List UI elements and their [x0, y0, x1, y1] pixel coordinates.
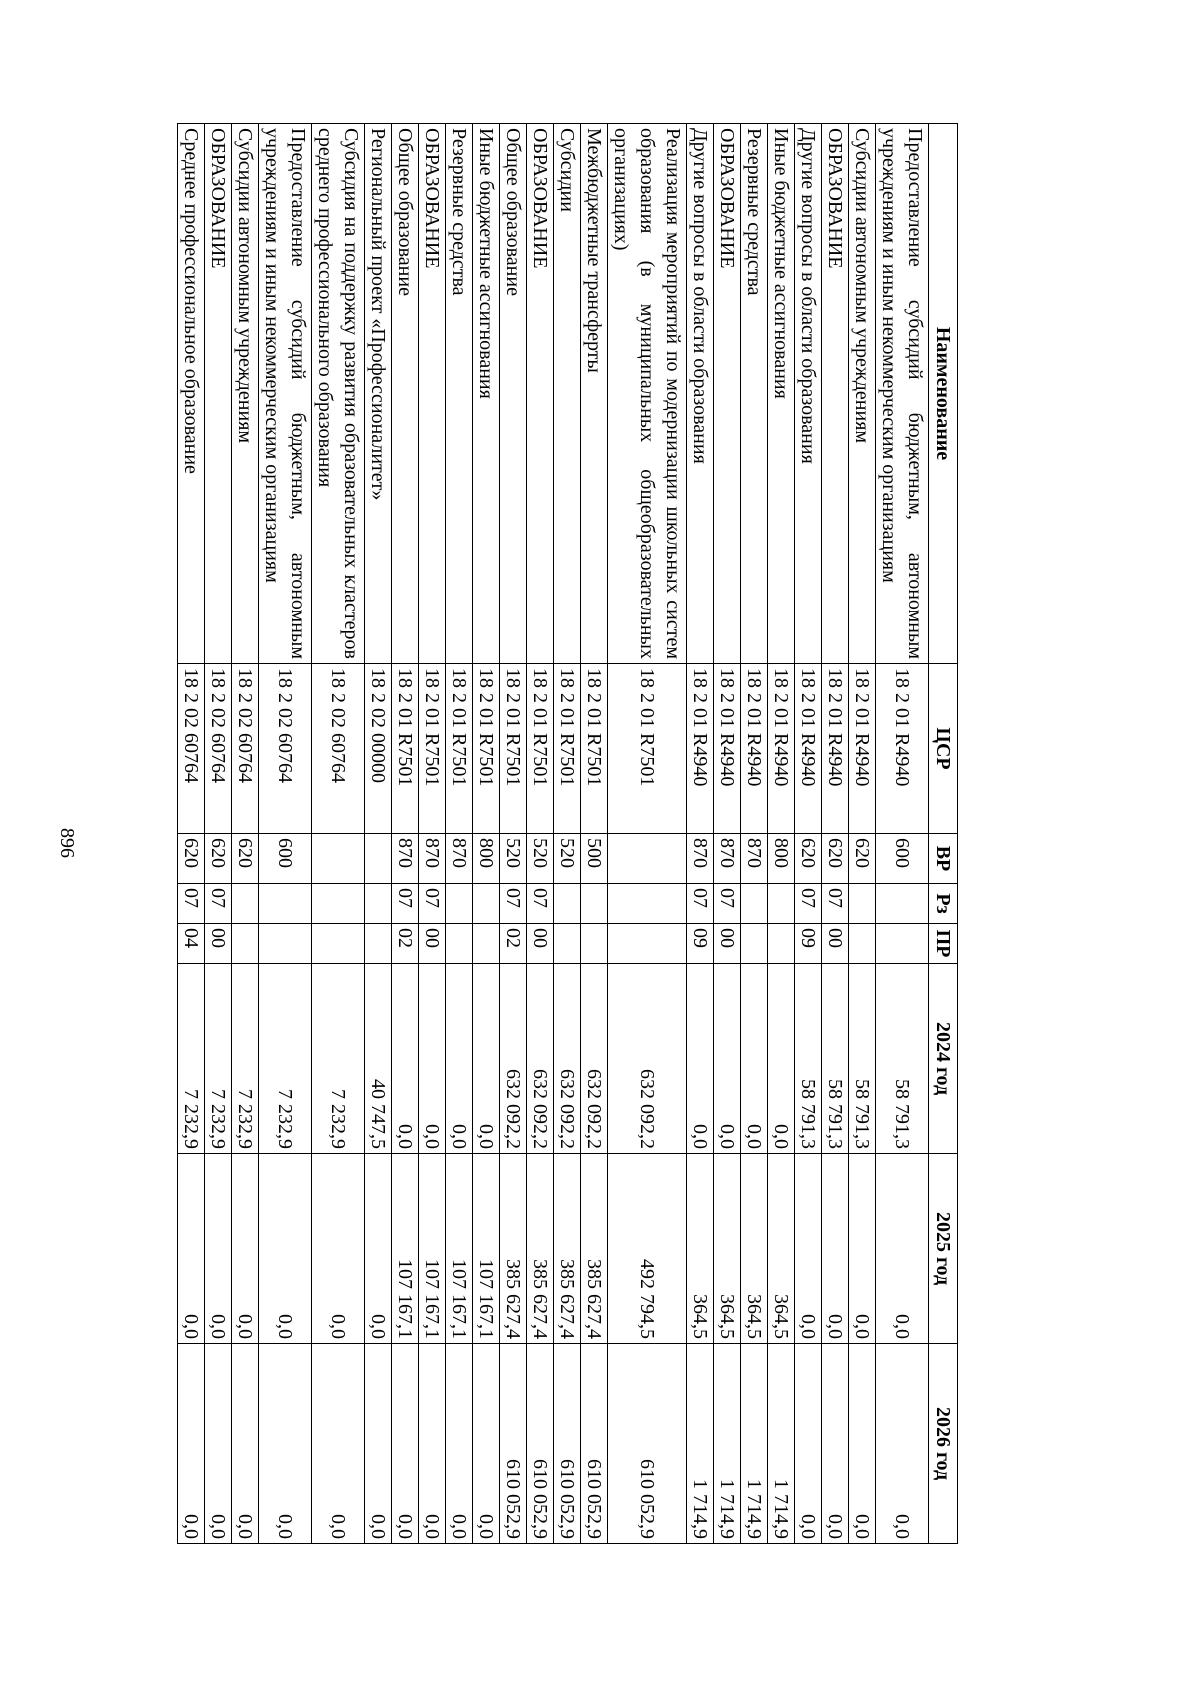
cell-name: Региональный проект «Профессионалитет» [365, 124, 392, 664]
cell-rz [365, 884, 392, 924]
cell-csr: 18 2 01 R7501 [500, 664, 527, 834]
cell-vr: 620 [205, 834, 232, 884]
cell-csr: 18 2 02 60764 [232, 664, 259, 834]
cell-rz: 07 [205, 884, 232, 924]
cell-y2024: 632 092,2 [608, 964, 687, 1154]
rotated-table-container [128, 123, 958, 1543]
cell-rz: 07 [419, 884, 446, 924]
cell-csr: 18 2 01 R4940 [687, 664, 714, 834]
table-row [687, 124, 714, 1544]
cell-pr [365, 924, 392, 964]
cell-rz [473, 884, 500, 924]
cell-y2025: 0,0 [205, 1154, 232, 1344]
cell-rz [581, 884, 608, 924]
cell-rz [446, 884, 473, 924]
table-row [822, 124, 849, 1544]
cell-vr [608, 834, 687, 884]
cell-y2024: 0,0 [714, 964, 741, 1154]
cell-y2025: 0,0 [795, 1154, 822, 1344]
cell-name: ОБРАЗОВАНИЕ [822, 124, 849, 664]
cell-name: ОБРАЗОВАНИЕ [527, 124, 554, 664]
cell-y2026: 1 714,9 [741, 1344, 768, 1544]
cell-vr: 620 [822, 834, 849, 884]
cell-rz: 07 [527, 884, 554, 924]
cell-y2024: 7 232,9 [232, 964, 259, 1154]
table-row [500, 124, 527, 1544]
cell-y2024: 0,0 [687, 964, 714, 1154]
cell-csr: 18 2 01 R4940 [714, 664, 741, 834]
cell-y2025: 0,0 [312, 1154, 365, 1344]
table-row [312, 124, 365, 1544]
cell-y2024: 58 791,3 [795, 964, 822, 1154]
cell-rz: 07 [500, 884, 527, 924]
cell-name: Предоставление субсидий бюджетным, автономным учреждениям и иным некоммерческим организациям [876, 124, 929, 664]
cell-rz: 07 [714, 884, 741, 924]
cell-rz [849, 884, 876, 924]
cell-y2026: 0,0 [205, 1344, 232, 1544]
cell-y2026: 0,0 [849, 1344, 876, 1544]
cell-name: Общее образование [392, 124, 419, 664]
cell-rz [312, 884, 365, 924]
cell-name: Иные бюджетные ассигнования [768, 124, 795, 664]
cell-y2025: 0,0 [178, 1154, 205, 1344]
cell-y2025: 385 627,4 [581, 1154, 608, 1344]
cell-name: Общее образование [500, 124, 527, 664]
cell-y2026: 610 052,9 [554, 1344, 581, 1544]
cell-rz: 07 [822, 884, 849, 924]
table-row [365, 124, 392, 1544]
cell-pr [473, 924, 500, 964]
cell-vr: 800 [768, 834, 795, 884]
cell-y2025: 364,5 [714, 1154, 741, 1344]
cell-y2026: 0,0 [232, 1344, 259, 1544]
cell-name: Субсидии автономным учреждениям [232, 124, 259, 664]
cell-name: Резервные средства [446, 124, 473, 664]
cell-name: Иные бюджетные ассигнования [473, 124, 500, 664]
cell-vr: 520 [500, 834, 527, 884]
cell-name: ОБРАЗОВАНИЕ [419, 124, 446, 664]
table-row [741, 124, 768, 1544]
cell-name: Предоставление субсидий бюджетным, автономным учреждениям и иным некоммерческим организациям [259, 124, 312, 664]
cell-pr: 00 [822, 924, 849, 964]
cell-y2025: 385 627,4 [527, 1154, 554, 1344]
table-row [849, 124, 876, 1544]
cell-y2024: 632 092,2 [527, 964, 554, 1154]
cell-pr: 00 [419, 924, 446, 964]
cell-y2025: 107 167,1 [419, 1154, 446, 1344]
table-row [876, 124, 929, 1544]
cell-y2024: 0,0 [741, 964, 768, 1154]
cell-rz: 07 [795, 884, 822, 924]
cell-csr: 18 2 01 R7501 [446, 664, 473, 834]
page-number: 896 [56, 828, 78, 858]
cell-csr: 18 2 01 R4940 [795, 664, 822, 834]
cell-pr: 00 [205, 924, 232, 964]
cell-csr: 18 2 02 00000 [365, 664, 392, 834]
cell-y2026: 0,0 [365, 1344, 392, 1544]
cell-pr: 02 [500, 924, 527, 964]
cell-pr [259, 924, 312, 964]
cell-y2026: 0,0 [822, 1344, 849, 1544]
cell-y2024: 0,0 [768, 964, 795, 1154]
cell-vr: 500 [581, 834, 608, 884]
cell-csr: 18 2 01 R7501 [554, 664, 581, 834]
cell-y2026: 0,0 [473, 1344, 500, 1544]
cell-y2026: 0,0 [312, 1344, 365, 1544]
cell-y2025: 0,0 [259, 1154, 312, 1344]
cell-y2025: 107 167,1 [392, 1154, 419, 1344]
header-pr: ПР [929, 924, 958, 964]
cell-y2024: 632 092,2 [581, 964, 608, 1154]
cell-vr: 600 [876, 834, 929, 884]
cell-y2026: 0,0 [178, 1344, 205, 1544]
budget-table [177, 123, 958, 1544]
cell-y2024: 0,0 [419, 964, 446, 1154]
cell-pr [581, 924, 608, 964]
cell-y2024: 58 791,3 [849, 964, 876, 1154]
cell-pr: 02 [392, 924, 419, 964]
cell-y2024: 0,0 [446, 964, 473, 1154]
cell-vr: 620 [849, 834, 876, 884]
cell-y2024: 58 791,3 [822, 964, 849, 1154]
cell-y2025: 107 167,1 [473, 1154, 500, 1344]
cell-pr [849, 924, 876, 964]
cell-rz: 07 [687, 884, 714, 924]
cell-y2024: 632 092,2 [500, 964, 527, 1154]
header-vr: ВР [929, 834, 958, 884]
cell-y2025: 0,0 [849, 1154, 876, 1344]
header-csr: ЦСР [929, 664, 958, 834]
table-row [554, 124, 581, 1544]
cell-y2025: 364,5 [687, 1154, 714, 1344]
table-row [714, 124, 741, 1544]
cell-vr [312, 834, 365, 884]
cell-y2024: 0,0 [473, 964, 500, 1154]
cell-csr: 18 2 01 R7501 [527, 664, 554, 834]
cell-name: Другие вопросы в области образования [795, 124, 822, 664]
cell-y2026: 0,0 [392, 1344, 419, 1544]
cell-y2026: 610 052,9 [500, 1344, 527, 1544]
cell-vr: 520 [554, 834, 581, 884]
cell-pr: 00 [527, 924, 554, 964]
cell-vr: 870 [446, 834, 473, 884]
table-row [392, 124, 419, 1544]
cell-y2025: 364,5 [768, 1154, 795, 1344]
cell-csr: 18 2 01 R7501 [473, 664, 500, 834]
cell-y2024: 58 791,3 [876, 964, 929, 1154]
cell-rz [232, 884, 259, 924]
cell-y2026: 1 714,9 [687, 1344, 714, 1544]
cell-csr: 18 2 01 R4940 [849, 664, 876, 834]
header-name: Наименование [929, 124, 958, 664]
table-row [795, 124, 822, 1544]
cell-y2025: 0,0 [876, 1154, 929, 1344]
cell-pr: 09 [687, 924, 714, 964]
table-row [446, 124, 473, 1544]
cell-pr [741, 924, 768, 964]
cell-y2026: 610 052,9 [581, 1344, 608, 1544]
cell-vr [365, 834, 392, 884]
cell-vr: 870 [392, 834, 419, 884]
cell-y2026: 610 052,9 [527, 1344, 554, 1544]
cell-y2025: 107 167,1 [446, 1154, 473, 1344]
cell-csr: 18 2 02 60764 [259, 664, 312, 834]
cell-vr: 870 [741, 834, 768, 884]
cell-csr: 18 2 01 R7501 [581, 664, 608, 834]
cell-vr: 870 [419, 834, 446, 884]
cell-name: Субсидии автономным учреждениям [849, 124, 876, 664]
table-row [473, 124, 500, 1544]
cell-vr: 600 [259, 834, 312, 884]
cell-y2026: 0,0 [259, 1344, 312, 1544]
cell-y2024: 40 747,5 [365, 964, 392, 1154]
cell-pr [876, 924, 929, 964]
header-2026: 2026 год [929, 1344, 958, 1544]
cell-rz: 07 [178, 884, 205, 924]
cell-y2025: 492 794,5 [608, 1154, 687, 1344]
cell-pr [608, 924, 687, 964]
cell-y2025: 0,0 [232, 1154, 259, 1344]
cell-y2026: 0,0 [795, 1344, 822, 1544]
cell-pr: 09 [795, 924, 822, 964]
cell-y2026: 0,0 [876, 1344, 929, 1544]
cell-name: ОБРАЗОВАНИЕ [205, 124, 232, 664]
table-row [608, 124, 687, 1544]
cell-csr: 18 2 01 R7501 [608, 664, 687, 834]
cell-name: Среднее профессиональное образование [178, 124, 205, 664]
cell-y2026: 0,0 [419, 1344, 446, 1544]
cell-y2026: 1 714,9 [768, 1344, 795, 1544]
cell-name: Субсидия на поддержку развития образовательных кластеров среднего профессионального образования [312, 124, 365, 664]
cell-vr: 870 [687, 834, 714, 884]
table-row [581, 124, 608, 1544]
cell-name: Другие вопросы в области образования [687, 124, 714, 664]
cell-y2026: 610 052,9 [608, 1344, 687, 1544]
cell-csr: 18 2 01 R4940 [768, 664, 795, 834]
cell-y2026: 0,0 [446, 1344, 473, 1544]
cell-csr: 18 2 01 R4940 [822, 664, 849, 834]
cell-csr: 18 2 01 R4940 [876, 664, 929, 834]
cell-rz [608, 884, 687, 924]
cell-rz [876, 884, 929, 924]
cell-pr: 04 [178, 924, 205, 964]
cell-pr [768, 924, 795, 964]
cell-vr: 620 [795, 834, 822, 884]
header-2025: 2025 год [929, 1154, 958, 1344]
cell-csr: 18 2 01 R7501 [419, 664, 446, 834]
cell-vr: 520 [527, 834, 554, 884]
table-row [527, 124, 554, 1544]
cell-rz [768, 884, 795, 924]
cell-csr: 18 2 02 60764 [178, 664, 205, 834]
cell-pr [446, 924, 473, 964]
cell-vr: 620 [232, 834, 259, 884]
table-body [178, 124, 929, 1544]
cell-rz [741, 884, 768, 924]
cell-csr: 18 2 02 60764 [312, 664, 365, 834]
cell-y2025: 0,0 [822, 1154, 849, 1344]
cell-name: Резервные средства [741, 124, 768, 664]
table-row [205, 124, 232, 1544]
cell-y2025: 0,0 [365, 1154, 392, 1344]
cell-name: ОБРАЗОВАНИЕ [714, 124, 741, 664]
cell-y2024: 7 232,9 [259, 964, 312, 1154]
cell-csr: 18 2 02 60764 [205, 664, 232, 834]
cell-y2024: 7 232,9 [312, 964, 365, 1154]
cell-rz [554, 884, 581, 924]
table-row [232, 124, 259, 1544]
cell-rz: 07 [392, 884, 419, 924]
cell-name: Межбюджетные трансферты [581, 124, 608, 664]
cell-rz [259, 884, 312, 924]
cell-pr: 00 [714, 924, 741, 964]
table-row [419, 124, 446, 1544]
cell-name: Реализация мероприятий по модернизации школьных систем образования (в муниципальных общеобразовательных организациях) [608, 124, 687, 664]
cell-y2025: 385 627,4 [500, 1154, 527, 1344]
cell-name: Субсидии [554, 124, 581, 664]
table-header-row [929, 124, 958, 1544]
cell-y2025: 385 627,4 [554, 1154, 581, 1344]
cell-vr: 800 [473, 834, 500, 884]
cell-csr: 18 2 01 R4940 [741, 664, 768, 834]
table-row [259, 124, 312, 1544]
cell-vr: 620 [178, 834, 205, 884]
header-2024: 2024 год [929, 964, 958, 1154]
cell-y2024: 7 232,9 [178, 964, 205, 1154]
cell-y2024: 7 232,9 [205, 964, 232, 1154]
cell-vr: 870 [714, 834, 741, 884]
cell-pr [232, 924, 259, 964]
cell-y2025: 364,5 [741, 1154, 768, 1344]
cell-pr [312, 924, 365, 964]
table-row [178, 124, 205, 1544]
cell-y2024: 632 092,2 [554, 964, 581, 1154]
cell-csr: 18 2 01 R7501 [392, 664, 419, 834]
table-row [768, 124, 795, 1544]
cell-y2026: 1 714,9 [714, 1344, 741, 1544]
cell-y2024: 0,0 [392, 964, 419, 1154]
header-rz: Рз [929, 884, 958, 924]
cell-pr [554, 924, 581, 964]
